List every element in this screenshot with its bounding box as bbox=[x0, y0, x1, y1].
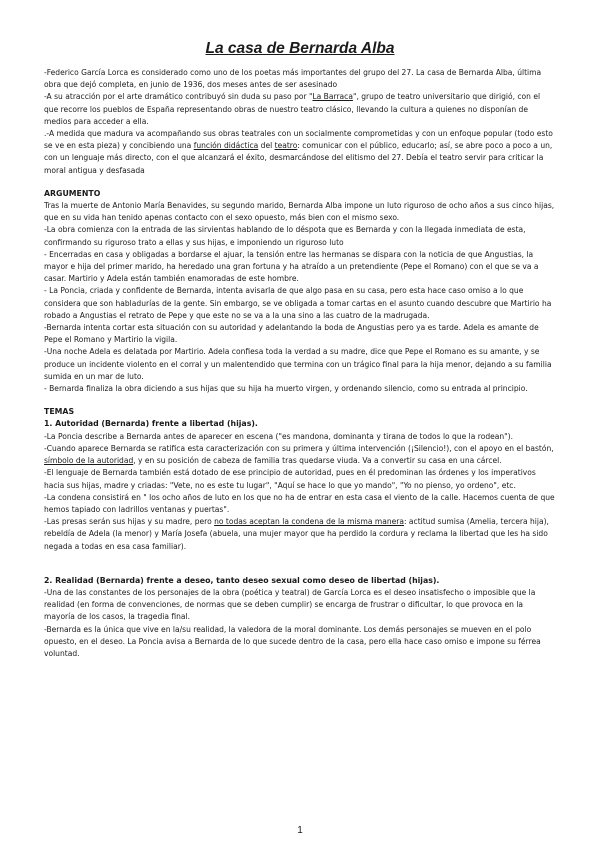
tema-1-paragraph: -Las presas serán sus hijas y su madre, pero no todas aceptan la condena de la misma manera: actitud sumisa (Amelia, tercera hija), rebeldía de Adela (la menor) y María Josefa (abuela, una mujer mayor que ha perdido la cordura y reclama la libertad que les ha sido negada a todas en esa casa familiar). bbox=[44, 517, 549, 551]
argumento-heading: ARGUMENTO bbox=[44, 188, 101, 198]
tema-1-paragraph: -La condena consistirá en " los ocho años de luto en los que no ha de entrar en esta casa el viento de la calle. Hacemos cuenta de que hemos tapiado con ladrillos ventanas y puertas". bbox=[44, 492, 555, 514]
intro-paragraph-1: -Federico García Lorca es considerado como uno de los poetas más importantes del grupo del 27. La casa de Bernarda Alba, última obra que dejó completa, en junio de 1936, dos meses antes de ser asesinado bbox=[44, 68, 542, 90]
tema-2-paragraph: -Una de las constantes de los personajes de la obra (poética y teatral) de García Lorca es el deseo insatisfecho o imposible que la realidad (en forma de convenciones, de normas que se deben cumplir) se encarga de frustrar o dificultar, lo que provoca en la mayoría de los casos, la tragedia final. bbox=[44, 587, 536, 622]
argumento-paragraph: -Una noche Adela es delatada por Martirio. Adela confiesa toda la verdad a su madre, dice que Pepe el Romano es su amante, y se produce un incidente violento en el corral y un malentendido que termina con un trágico final para la hija menor, dejando a su familia sumida en un mar de luto. bbox=[44, 347, 552, 381]
document-page bbox=[44, 40, 556, 660]
tema-1-heading: 1. Autoridad (Bernarda) frente a libertad (hijas). bbox=[44, 419, 258, 429]
argumento-paragraph: Tras la muerte de Antonio María Benavides, su segundo marido, Bernarda Alba impone un luto riguroso de ocho años a sus cinco hijas, que en su vida han tenido apenas contacto con el sexo opuesto, más bien con el mismo sexo. bbox=[44, 201, 555, 223]
tema-2-paragraph: -Bernarda es la única que vive en la/su realidad, la valedora de la moral dominante. Los demás personajes se mueven en el polo opuesto, en el deseo. La Poncia avisa a Bernarda de lo que sucede dentro de la casa, pero ella hace caso omiso e impone su férrea voluntad. bbox=[44, 624, 541, 658]
funcion-didactica-link[interactable]: función didáctica bbox=[193, 141, 259, 151]
argumento-paragraph: -Bernarda intenta cortar esta situación con su autoridad y adelantando la boda de Angustias pero ya es tarde. Adela es amante de Pepe el Romano y Martirio la vigila. bbox=[44, 323, 539, 345]
la-barraca-link[interactable]: La Barraca bbox=[312, 92, 353, 102]
teatro-link[interactable]: teatro bbox=[274, 141, 298, 151]
temas-heading: TEMAS bbox=[44, 407, 75, 417]
tema-2-heading: 2. Realidad (Bernarda) frente a deseo, tanto deseo sexual como deseo de libertad (hijas). bbox=[44, 575, 440, 585]
argumento-paragraph: - Encerradas en casa y obligadas a bordarse el ajuar, la tensión entre las hermanas se dispara con la noticia de que Angustias, la mayor e hija del primer marido, ha heredado una gran fortuna y ha atraído a un pretendiente (Pepe el Romano) con el que se va a casar. Martirio y Adela están también enamoradas de este hombre. bbox=[44, 249, 539, 284]
document-title: La casa de Bernarda Alba bbox=[205, 40, 395, 57]
tema-1-paragraph: -Cuando aparece Bernarda se ratifica esta caracterización con su primera y última intervención (¡Silencio!), con el apoyo en el bastón, símbolo de la autoridad, y en su posición de cabeza de familia tras quedarse viuda. Va a convertir su casa en una cárcel. bbox=[44, 443, 554, 466]
tema-1-paragraph: -El lenguaje de Bernarda también está dotado de ese principio de autoridad, pues en él predominan las órdenes y los imperativos hacia sus hijas, madre y criadas: "Vete, no es este tu lugar", "Aquí se hace lo que yo mando", "Yo no pienso, yo ordeno", etc. bbox=[44, 468, 536, 490]
condena-link[interactable]: no todas aceptan la condena de la misma manera bbox=[214, 517, 404, 527]
tema-1-paragraph: -La Poncia describe a Bernarda antes de aparecer en escena ("es mandona, dominanta y tirana de todos lo que la rodean"). bbox=[44, 431, 513, 441]
argumento-paragraph: - La Poncia, criada y confidente de Bernarda, intenta avisarla de que algo pasa en su casa, pero esta hace caso omiso a lo que considera que son habladurías de la gente. Sin embargo, se ve obligada a tomar cartas en el asunto cuando descubre que Martirio ha robado a Angustias el retrato de Pepe y que este no se va a la una sino a las cuatro de la madrugada. bbox=[44, 286, 552, 320]
intro-paragraph-2: -A su atracción por el arte dramático contribuyó sin duda su paso por "La Barraca", grupo de teatro universitario que dirigió, con el que recorre los pueblos de España representando obras de nuestro teatro clásico, llevando la cultura a quienes no disponían de medios para acceder a ella. bbox=[44, 92, 541, 126]
argumento-paragraph: - Bernarda finaliza la obra diciendo a sus hijas que su hija ha muerto virgen, y ordenando silencio, como su entrada al principio. bbox=[44, 384, 528, 394]
page-number: 1 bbox=[297, 825, 303, 836]
intro-paragraph-3: .-A medida que madura va acompañando sus obras teatrales con un socialmente comprometidas y con un enfoque popular (todo esto se ve en esta pieza) y concibiendo una función didáctica del teatro: comunicar con el público, educarlo; así, se abre poco a poco a un, con un lenguaje más directo, con el que alcanzará el éxito, desmarcándose del elitismo del 27. Debía el teatro servir para criticar la moral antigua y desfasada bbox=[44, 129, 553, 175]
argumento-paragraph: -La obra comienza con la entrada de las sirvientas hablando de lo déspota que es Bernarda y con la llegada inmediata de esta, confirmando su riguroso trato a ellas y sus hijas, e imponiendo un riguroso luto bbox=[44, 225, 526, 247]
simbolo-autoridad-link[interactable]: símbolo de la autoridad bbox=[44, 456, 134, 466]
